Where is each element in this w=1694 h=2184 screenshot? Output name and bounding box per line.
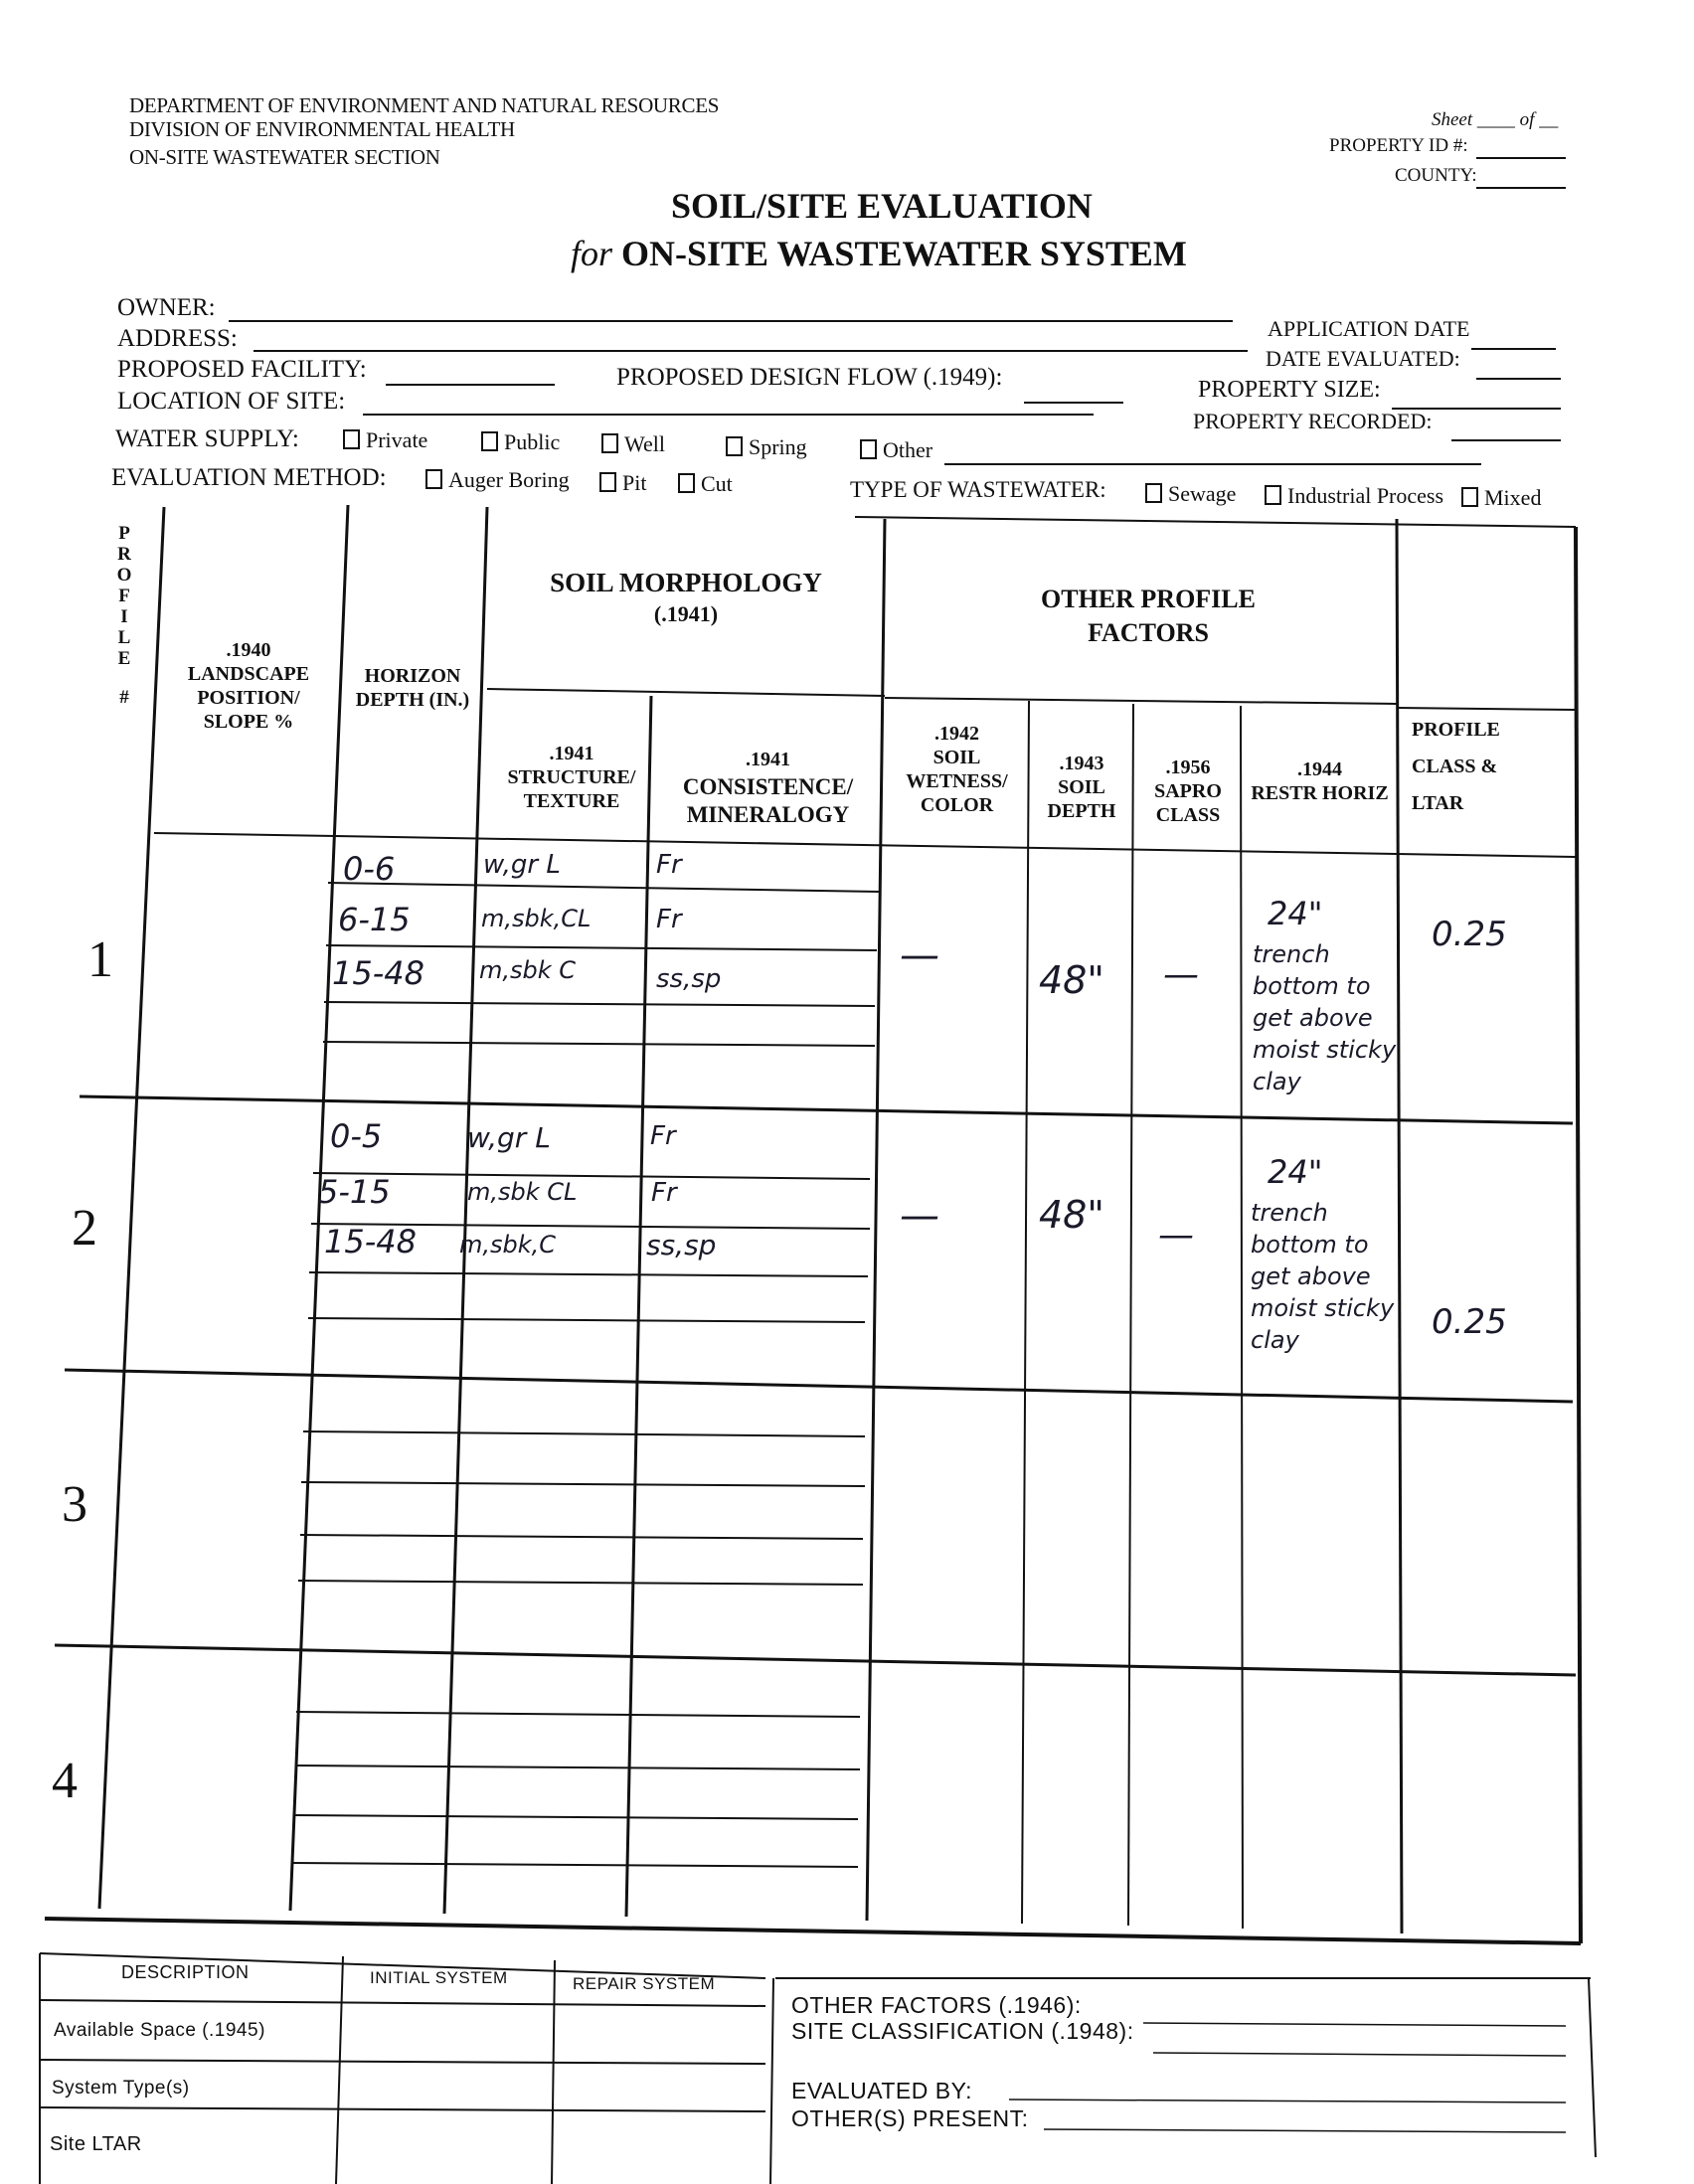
restr-horiz-depth: 24" xyxy=(1268,1153,1323,1191)
system-type-label: System Type(s) xyxy=(52,2078,190,2099)
department-name: DEPARTMENT OF ENVIRONMENT AND NATURAL RESOURCES xyxy=(129,93,720,117)
horizon-structure: m,sbk C xyxy=(479,956,577,984)
evaluated-by-label: EVALUATED BY: xyxy=(791,2078,973,2103)
horizon-consistence: Fr xyxy=(656,850,682,880)
checkbox-well[interactable]: Well xyxy=(601,431,665,457)
profile-number: 4 xyxy=(52,1753,78,1809)
property-size-label: PROPERTY SIZE: xyxy=(1198,377,1381,403)
soil-depth: 48" xyxy=(1039,958,1104,1002)
soil-depth-header: .1943 SOIL DEPTH xyxy=(1047,753,1116,822)
profile-header: P R O F I L E # xyxy=(116,523,132,708)
site-ltar-label: Site LTAR xyxy=(50,2133,142,2155)
checkbox-mixed[interactable]: Mixed xyxy=(1461,485,1541,511)
address-label: ADDRESS: xyxy=(117,325,238,352)
property-id-label: PROPERTY ID #: xyxy=(1329,135,1468,156)
horizon-depth: 15-48 xyxy=(324,1223,417,1260)
profile-class-ltar: 0.25 xyxy=(1432,1302,1507,1342)
form-subtitle: for ON-SITE WASTEWATER SYSTEM xyxy=(571,234,1187,273)
landscape-header: .1940 LANDSCAPE POSITION/ SLOPE % xyxy=(187,639,310,733)
horizon-header: HORIZON DEPTH (IN.) xyxy=(355,665,470,711)
soil-depth: 48" xyxy=(1039,1193,1104,1237)
checkbox-auger-boring[interactable]: Auger Boring xyxy=(425,467,570,493)
checkbox-industrial[interactable]: Industrial Process xyxy=(1265,483,1443,509)
profile-number: 1 xyxy=(87,931,113,988)
consistence-header: .1941 CONSISTENCE/ MINERALOGY xyxy=(682,749,854,827)
wastewater-type-label: TYPE OF WASTEWATER: xyxy=(850,477,1106,502)
site-classification-label: SITE CLASSIFICATION (.1948): xyxy=(791,2018,1134,2044)
horizon-consistence: Fr xyxy=(650,1121,676,1151)
horizon-consistence: Fr xyxy=(651,1178,677,1208)
horizon-depth: 0-6 xyxy=(343,850,396,888)
proposed-facility-label: PROPOSED FACILITY: xyxy=(117,356,367,383)
description-header: DESCRIPTION xyxy=(121,1962,250,1982)
other-factors-label: OTHER FACTORS (.1946): xyxy=(791,1992,1082,2018)
horizon-depth: 5-15 xyxy=(318,1173,391,1211)
horizon-consistence: ss,sp xyxy=(646,1229,717,1261)
checkbox-private[interactable]: Private xyxy=(343,427,427,453)
horizon-structure: m,sbk CL xyxy=(467,1178,578,1206)
checkbox-public[interactable]: Public xyxy=(481,429,560,455)
checkbox-other[interactable]: Other xyxy=(860,437,932,463)
location-label: LOCATION OF SITE: xyxy=(117,388,346,415)
soil-morphology-header: SOIL MORPHOLOGY (.1941) xyxy=(550,568,822,626)
restr-horiz-note: trench bottom to get above moist sticky clay xyxy=(1253,940,1397,1095)
sapro-class: — xyxy=(1163,954,1199,995)
horizon-depth: 15-48 xyxy=(332,954,424,992)
profile-number: 3 xyxy=(62,1476,87,1533)
restr-horiz-note: trench bottom to get above moist sticky clay xyxy=(1251,1199,1395,1354)
structure-header: .1941 STRUCTURE/ TEXTURE xyxy=(507,743,636,812)
sapro-class: — xyxy=(1158,1215,1194,1256)
horizon-depth: 0-5 xyxy=(330,1117,383,1155)
restr-header: .1944 RESTR HORIZ xyxy=(1251,758,1389,804)
horizon-structure: m,sbk,CL xyxy=(481,905,592,932)
sheet-label: Sheet ____ of __ xyxy=(1432,109,1559,130)
profile-class-header: PROFILE CLASS & LTAR xyxy=(1412,719,1500,814)
others-present-label: OTHER(S) PRESENT: xyxy=(791,2105,1029,2131)
horizon-structure: w,gr L xyxy=(467,1121,551,1154)
checkbox-spring[interactable]: Spring xyxy=(726,434,807,460)
horizon-depth: 6-15 xyxy=(338,901,411,938)
available-space-label: Available Space (.1945) xyxy=(54,2020,265,2041)
restr-horiz-depth: 24" xyxy=(1268,895,1323,932)
horizon-consistence: ss,sp xyxy=(656,964,722,994)
county-label: COUNTY: xyxy=(1395,165,1477,186)
repair-system-header: REPAIR SYSTEM xyxy=(573,1974,716,1993)
checkbox-cut[interactable]: Cut xyxy=(678,471,733,497)
profile-number: 2 xyxy=(72,1200,97,1257)
evaluation-method-label: EVALUATION METHOD: xyxy=(111,464,387,491)
sapro-header: .1956 SAPRO CLASS xyxy=(1154,756,1222,826)
division-name: DIVISION OF ENVIRONMENTAL HEALTH xyxy=(129,117,515,141)
application-date-label: APPLICATION DATE xyxy=(1268,316,1470,341)
property-recorded-label: PROPERTY RECORDED: xyxy=(1193,409,1433,433)
soil-wetness: — xyxy=(900,1193,939,1239)
other-profile-factors-header: OTHER PROFILE FACTORS xyxy=(1041,585,1256,647)
profile-class-ltar: 0.25 xyxy=(1432,915,1507,954)
owner-label: OWNER: xyxy=(117,294,216,321)
section-name: ON-SITE WASTEWATER SECTION xyxy=(129,145,440,169)
water-supply-label: WATER SUPPLY: xyxy=(115,425,299,452)
horizon-structure: w,gr L xyxy=(483,850,561,880)
date-evaluated-label: DATE EVALUATED: xyxy=(1266,346,1460,371)
initial-system-header: INITIAL SYSTEM xyxy=(370,1968,508,1987)
soil-wetness: — xyxy=(900,932,939,978)
horizon-structure: m,sbk,C xyxy=(459,1231,557,1259)
checkbox-pit[interactable]: Pit xyxy=(599,470,646,496)
form-title: SOIL/SITE EVALUATION xyxy=(671,186,1093,226)
checkbox-sewage[interactable]: Sewage xyxy=(1145,481,1236,507)
horizon-consistence: Fr xyxy=(656,905,682,934)
wetness-header: .1942 SOIL WETNESS/ COLOR xyxy=(906,723,1008,816)
design-flow-label: PROPOSED DESIGN FLOW (.1949): xyxy=(616,364,1003,391)
